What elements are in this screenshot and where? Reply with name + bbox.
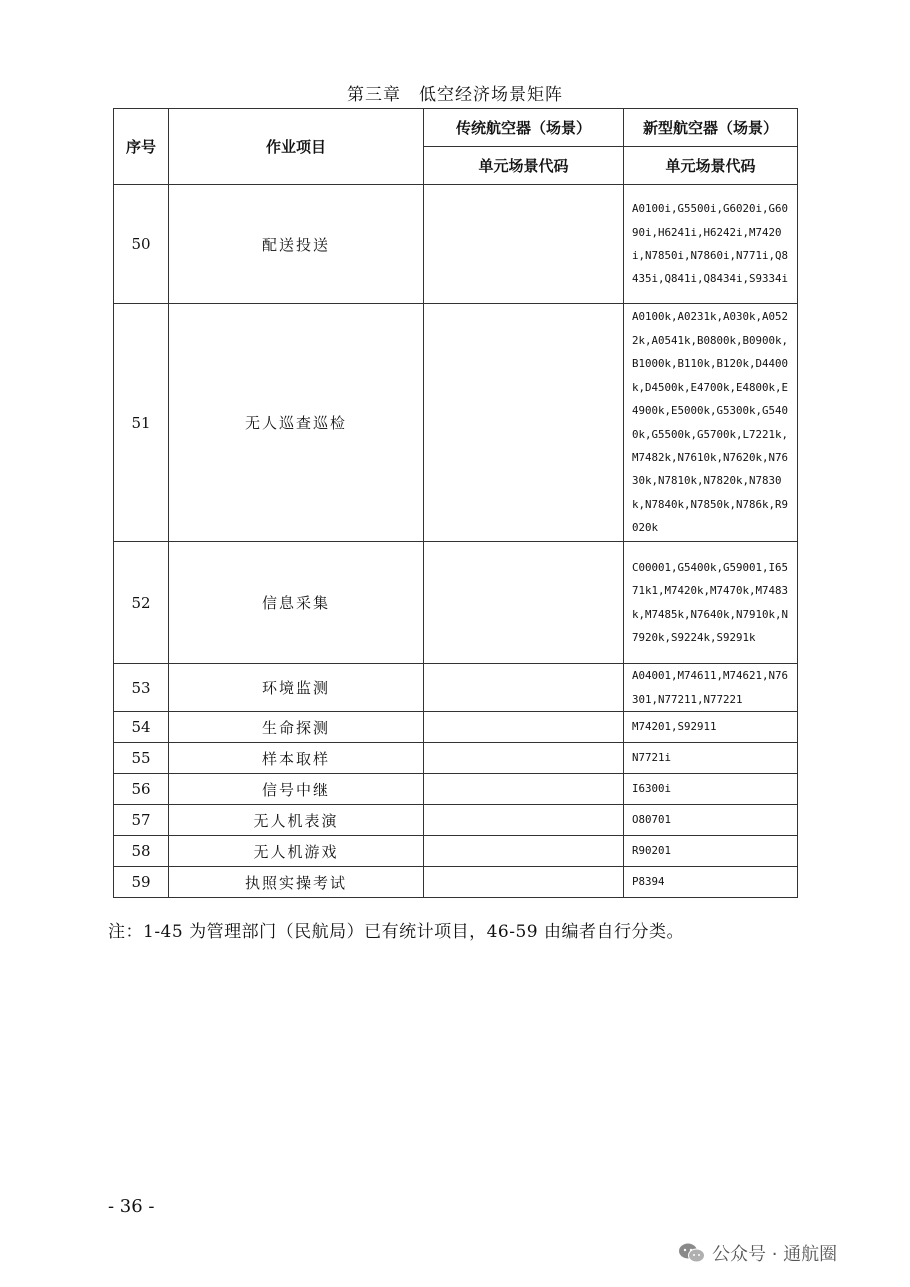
row-item: 无人机游戏 bbox=[169, 836, 424, 867]
row-codes: O80701 bbox=[624, 805, 798, 836]
subheader-new: 单元场景代码 bbox=[624, 147, 798, 185]
row-number: 52 bbox=[114, 542, 169, 664]
table-row bbox=[114, 664, 798, 712]
row-item: 样本取样 bbox=[169, 743, 424, 774]
row-codes: P8394 bbox=[624, 867, 798, 898]
row-codes: N7721i bbox=[624, 743, 798, 774]
row-number: 59 bbox=[114, 867, 169, 898]
row-item: 生命探测 bbox=[169, 712, 424, 743]
table-row bbox=[114, 185, 798, 304]
row-codes: C00001,G5400k,G59001,I6571k1,M7420k,M7470k,M7483k,M7485k,N7640k,N7910k,N7920k,S9224k,S9291k bbox=[624, 542, 798, 664]
row-traditional bbox=[424, 743, 624, 774]
wechat-icon bbox=[678, 1242, 706, 1264]
row-number: 50 bbox=[114, 185, 169, 304]
row-item: 执照实操考试 bbox=[169, 867, 424, 898]
row-codes: A0100i,G5500i,G6020i,G6090i,H6241i,H6242i,M7420i,N7850i,N7860i,N771i,Q8435i,Q841i,Q8434i,S9334i bbox=[624, 185, 798, 304]
header-traditional: 传统航空器（场景） bbox=[424, 109, 624, 147]
row-traditional bbox=[424, 185, 624, 304]
row-number: 51 bbox=[114, 304, 169, 542]
scenario-table bbox=[113, 108, 798, 898]
table-row bbox=[114, 836, 798, 867]
watermark bbox=[678, 1240, 837, 1266]
row-traditional bbox=[424, 774, 624, 805]
row-traditional bbox=[424, 304, 624, 542]
header-item: 作业项目 bbox=[169, 109, 424, 185]
row-item: 信息采集 bbox=[169, 542, 424, 664]
row-item: 无人巡查巡检 bbox=[169, 304, 424, 542]
header-seq: 序号 bbox=[114, 109, 169, 185]
page-number: - 36 - bbox=[108, 1196, 155, 1217]
header-new: 新型航空器（场景） bbox=[624, 109, 798, 147]
row-number: 53 bbox=[114, 664, 169, 712]
row-codes: M74201,S92911 bbox=[624, 712, 798, 743]
row-traditional bbox=[424, 712, 624, 743]
row-number: 58 bbox=[114, 836, 169, 867]
table-row bbox=[114, 743, 798, 774]
chapter-header: 第三章 低空经济场景矩阵 bbox=[347, 85, 563, 105]
table-row bbox=[114, 542, 798, 664]
row-number: 57 bbox=[114, 805, 169, 836]
row-traditional bbox=[424, 664, 624, 712]
row-codes: A0100k,A0231k,A030k,A0522k,A0541k,B0800k,B0900k,B1000k,B110k,B120k,D4400k,D4500k,E4700k,E4800k,E4900k,E5000k,G5300k,G5400k,G5500k,G5700k,L7221k,M7482k,N7610k,N7620k,N7630k,N7810k,N7820k,N7830k,N7840k,N7850k,N786k,R9020k bbox=[624, 304, 798, 542]
row-number: 55 bbox=[114, 743, 169, 774]
row-traditional bbox=[424, 542, 624, 664]
row-traditional bbox=[424, 867, 624, 898]
watermark-text: 公众号 · 通航圈 bbox=[712, 1244, 838, 1265]
row-number: 56 bbox=[114, 774, 169, 805]
row-item: 环境监测 bbox=[169, 664, 424, 712]
table-row bbox=[114, 805, 798, 836]
row-traditional bbox=[424, 805, 624, 836]
row-codes: A04001,M74611,M74621,N76301,N77211,N77221 bbox=[624, 664, 798, 712]
row-item: 配送投送 bbox=[169, 185, 424, 304]
row-traditional bbox=[424, 836, 624, 867]
table-row bbox=[114, 712, 798, 743]
row-codes: R90201 bbox=[624, 836, 798, 867]
table-row bbox=[114, 867, 798, 898]
row-codes: I6300i bbox=[624, 774, 798, 805]
row-item: 无人机表演 bbox=[169, 805, 424, 836]
table-row bbox=[114, 774, 798, 805]
row-item: 信号中继 bbox=[169, 774, 424, 805]
table-row bbox=[114, 304, 798, 542]
row-number: 54 bbox=[114, 712, 169, 743]
subheader-traditional: 单元场景代码 bbox=[424, 147, 624, 185]
footnote: 注：1-45 为管理部门（民航局）已有统计项目，46-59 由编者自行分类。 bbox=[108, 922, 685, 942]
